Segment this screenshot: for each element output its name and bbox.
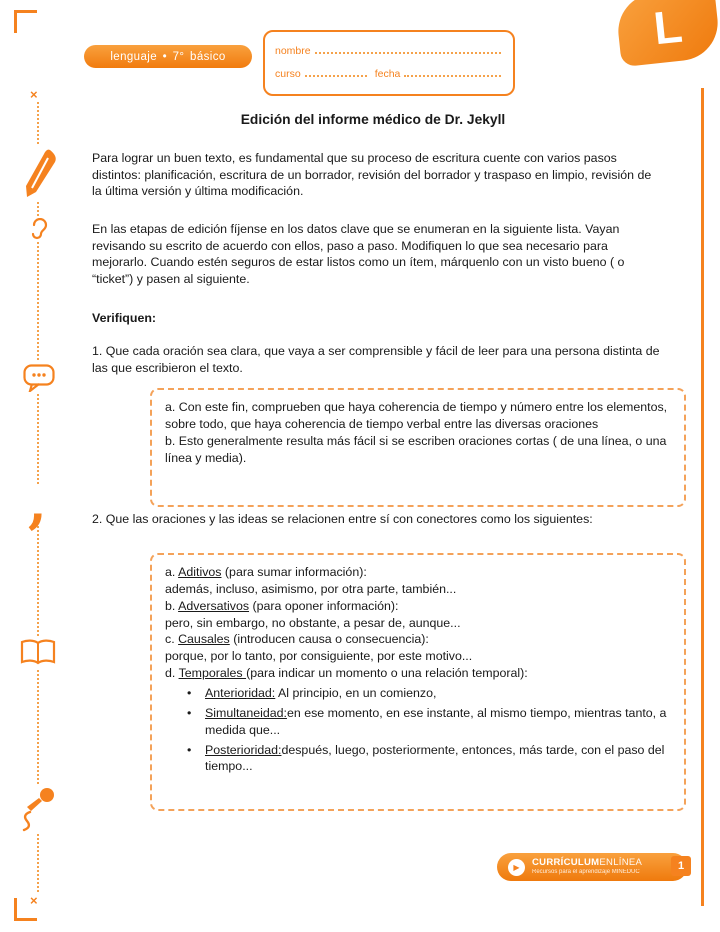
bullet-rest: después, luego, posteriormente, entonces, más tarde, con el paso del tiempo... <box>205 742 665 774</box>
connector-rest: (para indicar un momento o una relación temporal): <box>246 666 528 681</box>
bullet-term: Anterioridad: <box>205 686 276 701</box>
bullet-dot: • <box>187 742 192 757</box>
open-book-icon <box>17 636 59 668</box>
curriculum-en-linea-logo <box>497 853 687 881</box>
bullet-term: Simultaneidad: <box>205 705 287 720</box>
connector-line <box>165 665 671 682</box>
bullet-rest: Al principio, en un comienzo, <box>275 686 437 701</box>
x-mark-icon: × <box>30 87 38 102</box>
nombre-field <box>315 52 501 54</box>
comma-icon: , <box>25 484 50 526</box>
temporal-bullet-simultaneidad <box>187 705 671 739</box>
connector-term: Adversativos <box>178 598 250 613</box>
page-title: Edición del informe médico de Dr. Jekyll <box>240 112 506 127</box>
ear-icon <box>29 216 51 242</box>
brand-name <box>532 858 642 869</box>
subject-grade-badge: lenguaje • 7° básico <box>84 45 252 68</box>
connector-line <box>165 631 671 648</box>
connector-examples: además, incluso, asimismo, por otra parte, también... <box>165 581 457 596</box>
bullet-dot: • <box>187 686 192 701</box>
brand-subtitle: Recursos para el aprendizaje MINEDUC <box>532 869 640 876</box>
curso-fecha-row <box>275 59 503 82</box>
connector-examples: porque, por lo tanto, por consiguiente, por este motivo... <box>165 649 473 664</box>
temporal-bullet-posterioridad <box>187 742 671 776</box>
connector-line <box>165 564 671 581</box>
page-number-badge: 1 <box>671 856 691 876</box>
connector-term: Causales <box>178 632 230 647</box>
nombre-row <box>275 36 503 59</box>
x-mark-icon: × <box>30 893 38 908</box>
nombre-label: nombre <box>275 45 311 57</box>
bullet-rest: en ese momento, en ese instante, al mismo tiempo, mientras tanto, a medida que... <box>205 705 667 737</box>
curso-label: curso <box>275 68 301 80</box>
intro-paragraph-2: En las etapas de edición fíjense en los datos clave que se enumeran en la siguiente lista. Vayan revisando su escrito de acuerdo con ellos, paso a paso. Modifiquen lo que sea necesario para mejorarlo. Cuando estén seguros de estar listos como un ítem, márquenlo con un visto bueno ( o “ticket”) y pasen al siguiente. <box>92 222 625 286</box>
speech-bubble-icon <box>21 362 57 394</box>
connector-rest: (introducen causa o consecuencia): <box>229 632 429 647</box>
connector-rest: (para sumar información): <box>221 565 367 579</box>
connector-prefix: b. <box>165 598 179 613</box>
hint-line-a: a. Con este fin, comprueben que haya coherencia de tiempo y número entre los elementos, sobre todo, que haya coherencia de tiempo verbal entre las diversas oraciones <box>165 400 668 431</box>
checklist-item-1: 1. Que cada oración sea clara, que vaya a ser comprensible y fácil de leer para una persona distinta de las que escribieron el texto. <box>92 344 660 375</box>
brand-name-accent: ENLÍNEA <box>599 857 643 869</box>
hint-line-b: b. Esto generalmente resulta más fácil si se escriben oraciones cortas ( de una línea, o una línea y media). <box>165 433 667 465</box>
connector-rest: (para oponer información): <box>249 598 399 613</box>
connectors-box <box>150 553 686 811</box>
crop-mark-top-left <box>14 10 37 33</box>
connector-examples: pero, sin embargo, no obstante, a pesar de, aunque... <box>165 615 461 630</box>
temporal-bullet-anterioridad <box>187 685 671 702</box>
lenguaje-logo <box>615 0 720 67</box>
student-info-box <box>263 30 515 96</box>
microphone-icon <box>19 784 59 834</box>
right-margin-line <box>701 88 704 906</box>
pen-icon <box>22 146 60 202</box>
bullet-term: Posterioridad: <box>205 742 282 757</box>
fecha-field <box>404 75 501 77</box>
connector-prefix: d. <box>165 666 179 681</box>
bullet-dot: • <box>187 705 192 720</box>
connector-line <box>165 598 671 615</box>
connector-prefix: a. <box>165 565 179 579</box>
brand-name-main: CURRÍCULUM <box>532 857 600 869</box>
verify-heading: Verifiquen: <box>92 311 157 325</box>
brand-text <box>532 858 642 876</box>
checklist-item-2: 2. Que las oraciones y las ideas se relacionen entre sí con conectores como los siguientes: <box>92 512 593 526</box>
connector-prefix: c. <box>165 632 179 647</box>
logo-letter: L <box>651 0 685 55</box>
curso-field <box>305 75 367 77</box>
play-icon: ▶ <box>508 859 525 876</box>
connector-term: Temporales <box>178 666 247 681</box>
hint-box-1 <box>150 388 686 507</box>
intro-paragraph-1: Para lograr un buen texto, es fundamental que su proceso de escritura cuente con varios pasos distintos: planificación, escritura de un borrador, revisión del borrador y traspaso en limpio, revisión de la última versión y última modificación. <box>92 151 652 198</box>
connector-term: Aditivos <box>178 565 222 579</box>
fecha-label: fecha <box>374 68 401 80</box>
